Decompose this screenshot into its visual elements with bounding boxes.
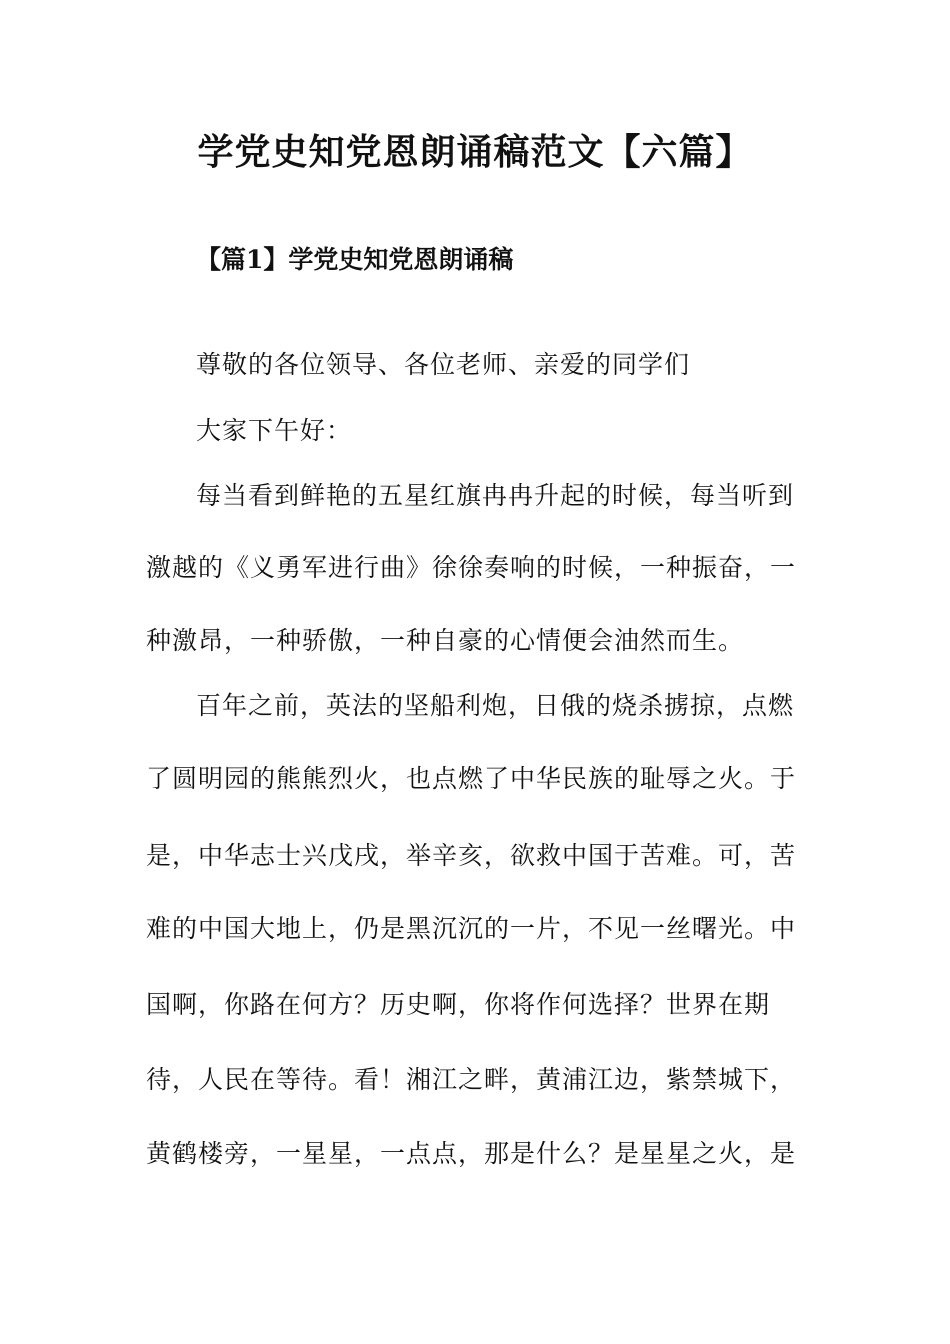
section-heading: 【篇1】学党史知党恩朗诵稿 — [196, 245, 514, 274]
paragraph2-line-4: 难的中国大地上，仍是黑沉沉的一片，不见一丝曙光。中 — [146, 914, 797, 943]
paragraph2-line-6: 待，人民在等待。看！湘江之畔，黄浦江边，紫禁城下， — [146, 1065, 797, 1094]
paragraph2-line-5: 国啊，你路在何方？历史啊，你将作何选择？世界在期 — [146, 990, 771, 1019]
greeting-line: 尊敬的各位领导、各位老师、亲爱的同学们 — [196, 350, 691, 379]
paragraph2-line-1: 百年之前，英法的坚船利炮，日俄的烧杀掳掠，点燃 — [196, 691, 795, 720]
document-title: 学党史知党恩朗诵稿范文【六篇】 — [197, 131, 753, 173]
paragraph1-line-3: 种激昂，一种骄傲，一种自豪的心情便会油然而生。 — [146, 626, 745, 655]
salutation-line: 大家下午好： — [196, 416, 353, 445]
paragraph2-line-2: 了圆明园的熊熊烈火，也点燃了中华民族的耻辱之火。于 — [146, 764, 797, 793]
paragraph2-line-3: 是，中华志士兴戊戌，举辛亥，欲救中国于苦难。可，苦 — [146, 841, 797, 870]
paragraph1-line-1: 每当看到鲜艳的五星红旗冉冉升起的时候，每当听到 — [196, 481, 795, 510]
paragraph1-line-2: 激越的《义勇军进行曲》徐徐奏响的时候，一种振奋，一 — [146, 553, 797, 582]
paragraph2-line-7: 黄鹤楼旁，一星星，一点点，那是什么？是星星之火，是 — [146, 1139, 797, 1168]
